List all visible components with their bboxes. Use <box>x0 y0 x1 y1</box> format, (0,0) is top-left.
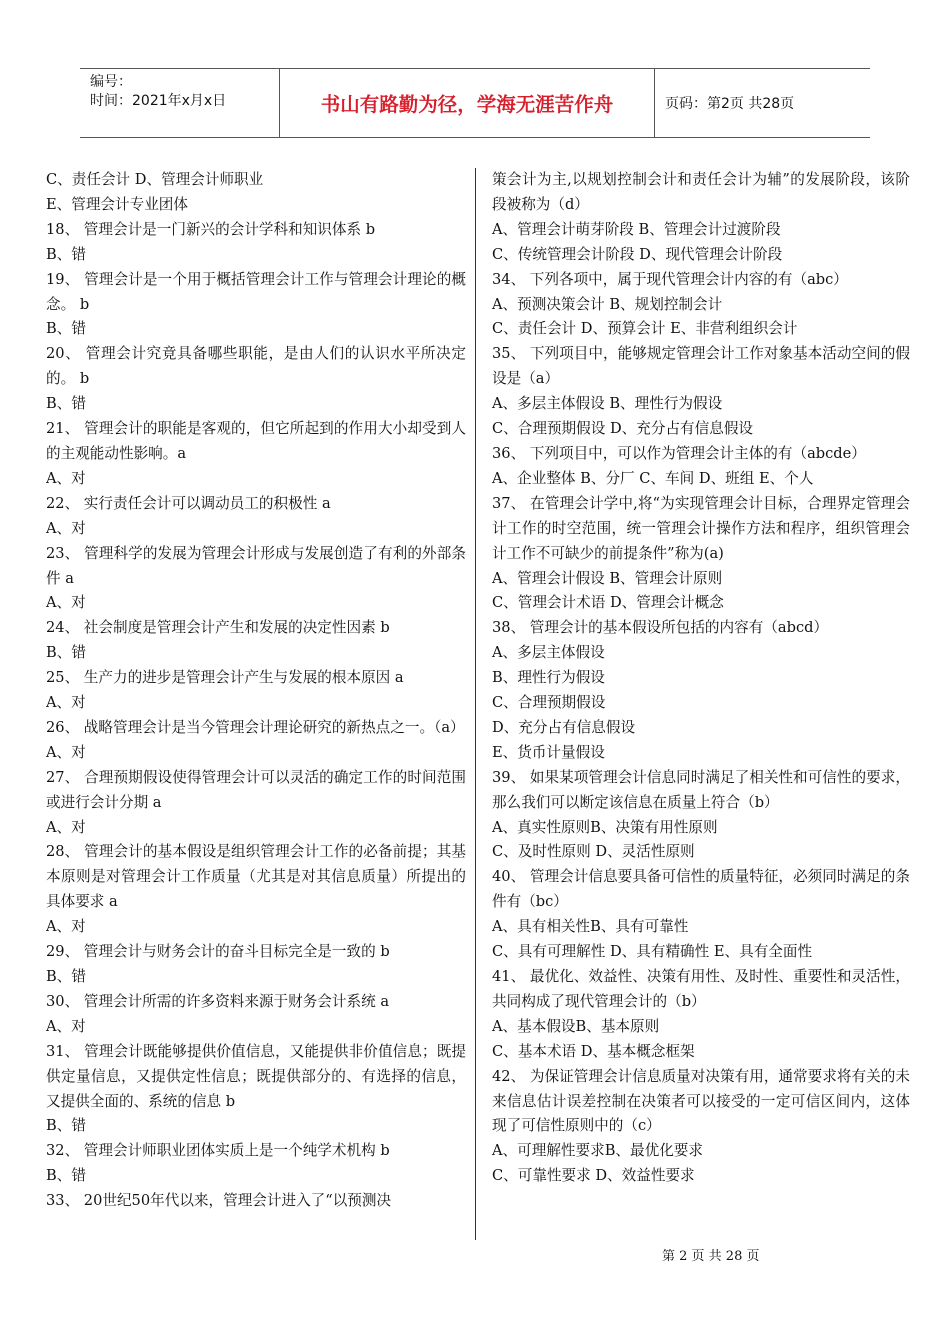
document-time-label: 时间：2021年x月x日 <box>90 93 227 109</box>
text-line: 38、 管理会计的基本假设所包括的内容有（abcd） <box>492 619 829 637</box>
text-line: 19、 管理会计是一个用于概括管理会计工作与管理会计理论的概念。 b <box>46 270 466 313</box>
text-line: A、管理会计假设 B、管理会计原则 <box>492 569 723 587</box>
text-line: A、多层主体假设 <box>492 644 605 662</box>
text-line: C、可靠性要求 D、效益性要求 <box>492 1167 695 1185</box>
left-column <box>46 168 466 1214</box>
right-column <box>492 168 910 1189</box>
text-line: C、具有可理解性 D、具有精确性 E、具有全面性 <box>492 943 813 961</box>
text-line: A、对 <box>46 818 86 836</box>
text-line: 策会计为主,以规划控制会计和责任会计为辅”的发展阶段，该阶段被称为（d） <box>492 171 910 213</box>
text-line: 22、 实行责任会计可以调动员工的积极性 a <box>46 494 331 512</box>
text-line: A、对 <box>46 519 86 537</box>
text-line: 25、 生产力的进步是管理会计产生与发展的根本原因 a <box>46 669 404 687</box>
text-line: A、企业整体 B、分厂 C、车间 D、班组 E、个人 <box>492 469 814 487</box>
text-line: 28、 管理会计的基本假设是组织管理会计工作的必备前提；其基本原则是对管理会计工作质量（尤其是对其信息质量）所提出的具体要求 a <box>46 843 466 911</box>
text-line: A、对 <box>46 469 86 487</box>
text-line: A、对 <box>46 594 86 612</box>
column-divider <box>475 168 476 1240</box>
text-line: 37、 在管理会计学中,将“为实现管理会计目标，合理界定管理会计工作的时空范围，统一管理会计操作方法和程序，组织管理会计工作不可缺少的前提条件”称为(a) <box>492 494 910 562</box>
text-line: 30、 管理会计所需的许多资料来源于财务会计系统 a <box>46 992 390 1010</box>
text-line: 21、 管理会计的职能是客观的，但它所起到的作用大小却受到人的主观能动性影响。a <box>46 420 466 462</box>
text-line: 40、 管理会计信息要具备可信性的质量特征，必须同时满足的条件有（bc） <box>492 868 910 911</box>
text-line: 41、 最优化、效益性、决策有用性、及时性、重要性和灵活性，共同构成了现代管理会计的（b） <box>492 968 910 1010</box>
text-line: A、对 <box>46 1017 86 1035</box>
text-line: 32、 管理会计师职业团体实质上是一个纯学术机构 b <box>46 1142 390 1160</box>
text-line: C、传统管理会计阶段 D、现代管理会计阶段 <box>492 245 783 263</box>
text-line: A、可理解性要求B、最优化要求 <box>492 1142 703 1160</box>
text-line: B、错 <box>46 395 86 413</box>
text-line: C、合理预期假设 D、充分占有信息假设 <box>492 420 754 438</box>
header-page-info: 页码：第2页 共28页 <box>665 96 795 112</box>
page-footer: 第 2 页 共 28 页 <box>662 1249 760 1264</box>
text-line: C、及时性原则 D、灵活性原则 <box>492 843 695 861</box>
text-line: A、具有相关性B、具有可靠性 <box>492 918 689 936</box>
text-line: 27、 合理预期假设使得管理会计可以灵活的确定工作的时间范围或进行会计分期 a <box>46 768 466 811</box>
text-line: 36、 下列项目中，可以作为管理会计主体的有（abcde） <box>492 444 866 462</box>
text-line: 24、 社会制度是管理会计产生和发展的决定性因素 b <box>46 619 390 637</box>
text-line: C、责任会计 D、管理会计师职业 <box>46 171 264 188</box>
text-line: C、基本术语 D、基本概念框架 <box>492 1042 695 1060</box>
text-line: 35、 下列项目中，能够规定管理会计工作对象基本活动空间的假设是（a） <box>492 345 910 388</box>
text-line: B、错 <box>46 968 86 985</box>
text-line: A、基本假设B、基本原则 <box>492 1017 660 1035</box>
text-line: A、预测决策会计 B、规划控制会计 <box>492 295 723 313</box>
text-line: A、管理会计萌芽阶段 B、管理会计过渡阶段 <box>492 220 781 238</box>
text-line: E、管理会计专业团体 <box>46 195 188 213</box>
text-line: A、对 <box>46 694 86 712</box>
text-line: B、理性行为假设 <box>492 669 605 687</box>
text-line: A、对 <box>46 918 86 936</box>
text-line: 42、 为保证管理会计信息质量对决策有用，通常要求将有关的未来信息估计误差控制在决策者可以接受的一定可信区间内，这体现了可信性原则中的（c） <box>492 1067 910 1135</box>
text-line: 39、 如果某项管理会计信息同时满足了相关性和可信性的要求，那么我们可以断定该信息在质量上符合（b） <box>492 768 910 811</box>
text-line: B、错 <box>46 1167 86 1185</box>
header-meta <box>80 69 280 137</box>
text-line: A、对 <box>46 743 86 761</box>
text-line: D、充分占有信息假设 <box>492 718 636 736</box>
document-number-label: 编号： <box>90 74 132 90</box>
text-line: B、错 <box>46 1117 86 1135</box>
text-line: 29、 管理会计与财务会计的奋斗目标完全是一致的 b <box>46 943 390 961</box>
text-line: A、多层主体假设 B、理性行为假设 <box>492 395 723 413</box>
text-line: B、错 <box>46 245 86 263</box>
text-line: C、责任会计 D、预算会计 E、非营利组织会计 <box>492 320 798 338</box>
text-line: 33、 20世纪50年代以来，管理会计进入了“以预测决 <box>46 1192 392 1210</box>
text-line: 20、 管理会计究竟具备哪些职能，是由人们的认识水平所决定的。 b <box>46 345 466 388</box>
text-line: B、错 <box>46 320 86 338</box>
text-line: C、管理会计术语 D、管理会计概念 <box>492 594 724 612</box>
text-line: C、合理预期假设 <box>492 694 606 712</box>
text-line: 18、 管理会计是一门新兴的会计学科和知识体系 b <box>46 220 376 238</box>
text-line: E、货币计量假设 <box>492 743 605 761</box>
text-line: 26、 战略管理会计是当今管理会计理论研究的新热点之一。（a） <box>46 718 465 736</box>
page-header <box>80 68 870 138</box>
header-motto: 书山有路勤为径，学海无涯苦作舟 <box>280 69 655 137</box>
text-line: B、错 <box>46 644 86 662</box>
text-line: 23、 管理科学的发展为管理会计形成与发展创造了有利的外部条件 a <box>46 544 466 587</box>
text-line: 34、 下列各项中，属于现代管理会计内容的有（abc） <box>492 270 848 288</box>
text-line: A、真实性原则B、决策有用性原则 <box>492 818 718 836</box>
text-line: 31、 管理会计既能够提供价值信息，又能提供非价值信息；既提供定量信息，又提供定性信息；既提供部分的、有选择的信息，又提供全面的、系统的信息 b <box>46 1042 466 1110</box>
